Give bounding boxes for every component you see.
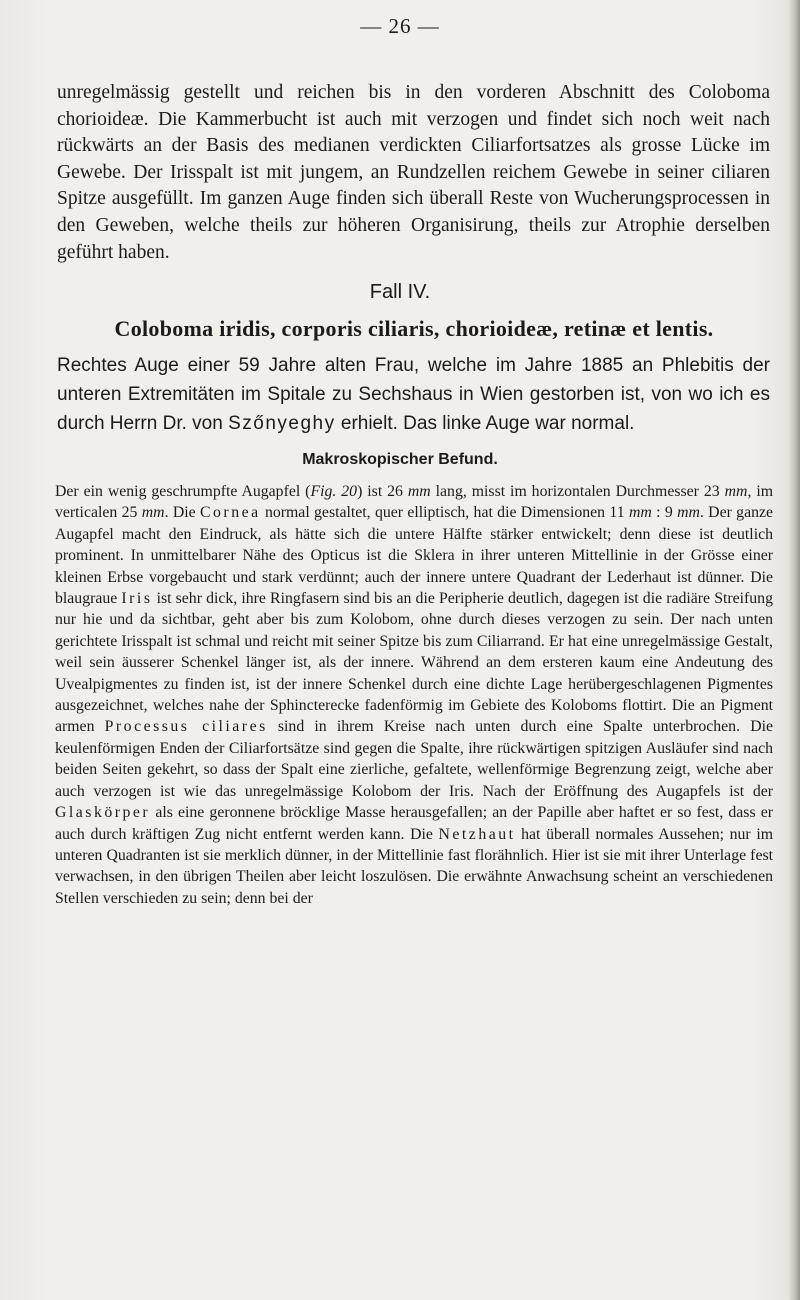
case-intro-text-1: Rechtes Auge einer 59 Jahre alten Frau, welche im Jahre 1885 an Phlebitis der unteren Extremitäten im Spitale zu Sechshaus in Wien gestorben ist, von wo ich es durch Herrn Dr. von [57,355,770,434]
body-text-3: lang, misst im horizontalen Durchmesser 23 [430,483,725,500]
body-text-7: : 9 [651,504,678,522]
unit-mm: mm [407,483,431,500]
section-heading: Makroskopischer Befund. [302,451,498,468]
body-paragraph [55,481,773,909]
case-title: Coloboma iridis, corporis ciliaris, chorioideæ, retinæ et lentis. [114,316,714,341]
body-text-11: als eine geronnene bröcklige Masse herausgefallen; an der Papille aber haftet er so fest, dass er auch durch kräftigen Zug nicht entfernt werden kann. Die [55,804,773,843]
body-text-1: Der ein wenig geschrumpfte Augapfel ( [55,483,311,500]
case-intro-paragraph [57,351,770,438]
body-text-4: , im verticalen 25 [55,483,774,522]
case-intro-text-2: erhielt. Das linke Auge war normal. [335,413,635,434]
body-text-5: . Die [164,504,200,522]
body-text-8: . Der ganze Augapfel macht den Eindruck, als hätte sich die untere Hälfte stärker entwickelt; denn diese ist deutlich prominent. In unmittelbarer Nähe des Opticus ist die Sklera in ihrer unteren Mittellinie in der Grösse einer kleinen Erbse vorgebaucht und stark verdünnt; auch der innere untere Quadrant der Lederhaut ist dünner. Die blaugraue [55,504,774,608]
term-iris: Iris [121,590,153,608]
unit-mm: mm [724,483,748,500]
doctor-name: Szőnyeghy [228,413,336,434]
body-text-9: ist sehr dick, ihre Ringfasern sind bis an die Peripherie deutlich, dagegen ist die radiäre Streifung nur hie und da sichtbar, geht aber bis zum Kolobom, ohne durch dieses verzogen zu sein. Der nach unten gerichtete Irisspalt ist schmal und reicht mit seiner Spitze bis zum Ciliarrand. Er hat eine unregelmässige Gestalt, weil sein äusserer Schenkel länger ist, als der innere. Während an dem ersteren kaum eine Andeutung des Uvealpigmentes zu finden ist, ist der innere Schenkel durch eine dichte Lage herübergeschlagenen Pigmentes ausgezeichnet, welches nahe der Sphincterecke fadenförmig im Gebiete des Koloboms flottirt. Die an Pigment armen [55,590,773,736]
term-glaskoerper: Glaskörper [55,804,151,822]
unit-mm: mm [141,504,165,522]
case-label: Fall IV. [369,281,431,303]
body-text-12: hat überall normales Aussehen; nur im unteren Quadranten ist sie merklich dünner, in der Mittellinie fast florähnlich. Hier ist sie mit ihrer Unterlage fest verwachsen, in den übrigen Theilen aber leicht loszulösen. Die erwähnte Anwachsung scheint an verschiedenen Stellen verschieden zu sein; denn bei der [55,825,773,907]
term-cornea: Cornea [200,504,261,522]
term-processus-ciliares: Processus ciliares [104,718,268,736]
page-number: — 26 — [360,14,440,38]
figure-reference: Fig. 20 [310,483,358,500]
term-netzhaut: Netzhaut [438,825,516,843]
unit-mm: mm [628,504,652,522]
page-edge-shadow [788,0,800,1300]
body-text-2: ) ist 26 [357,483,408,500]
unit-mm: mm [677,504,700,522]
intro-paragraph: unregelmässig gestellt und reichen bis in den vorderen Abschnitt des Coloboma chorioideæ. Die Kammerbucht ist auch mit verzogen und findet sich noch weit nach rückwärts an der Basis des medianen verdickten Ciliarfortsatzes als grosse Lücke im Gewebe. Der Irisspalt ist mit jungem, an Rundzellen reichem Gewebe in seiner ciliaren Spitze ausgefüllt. Im ganzen Auge finden sich überall Reste von Wucherungsprocessen in den Geweben, welche theils zur höheren Organisirung, theils zur Atrophie derselben geführt haben. [57,82,770,263]
body-text-6: normal gestaltet, quer elliptisch, hat die Dimensionen 11 [260,504,629,522]
body-text-10: sind in ihrem Kreise nach unten durch eine Spalte unterbrochen. Die keulenförmigen Enden der Ciliarfortsätze sind gegen die Spalte, ihre rückwärtigen spitzigen Ausläufer sind nach beiden Seiten gekehrt, so dass der Spalt eine zierliche, gefaltete, wellenförmige Begrenzung zeigt, welche aber auch verzogen ist wie das unregelmässige Kolobom der Iris. Nach der Eröffnung des Augapfels ist der [55,718,774,800]
